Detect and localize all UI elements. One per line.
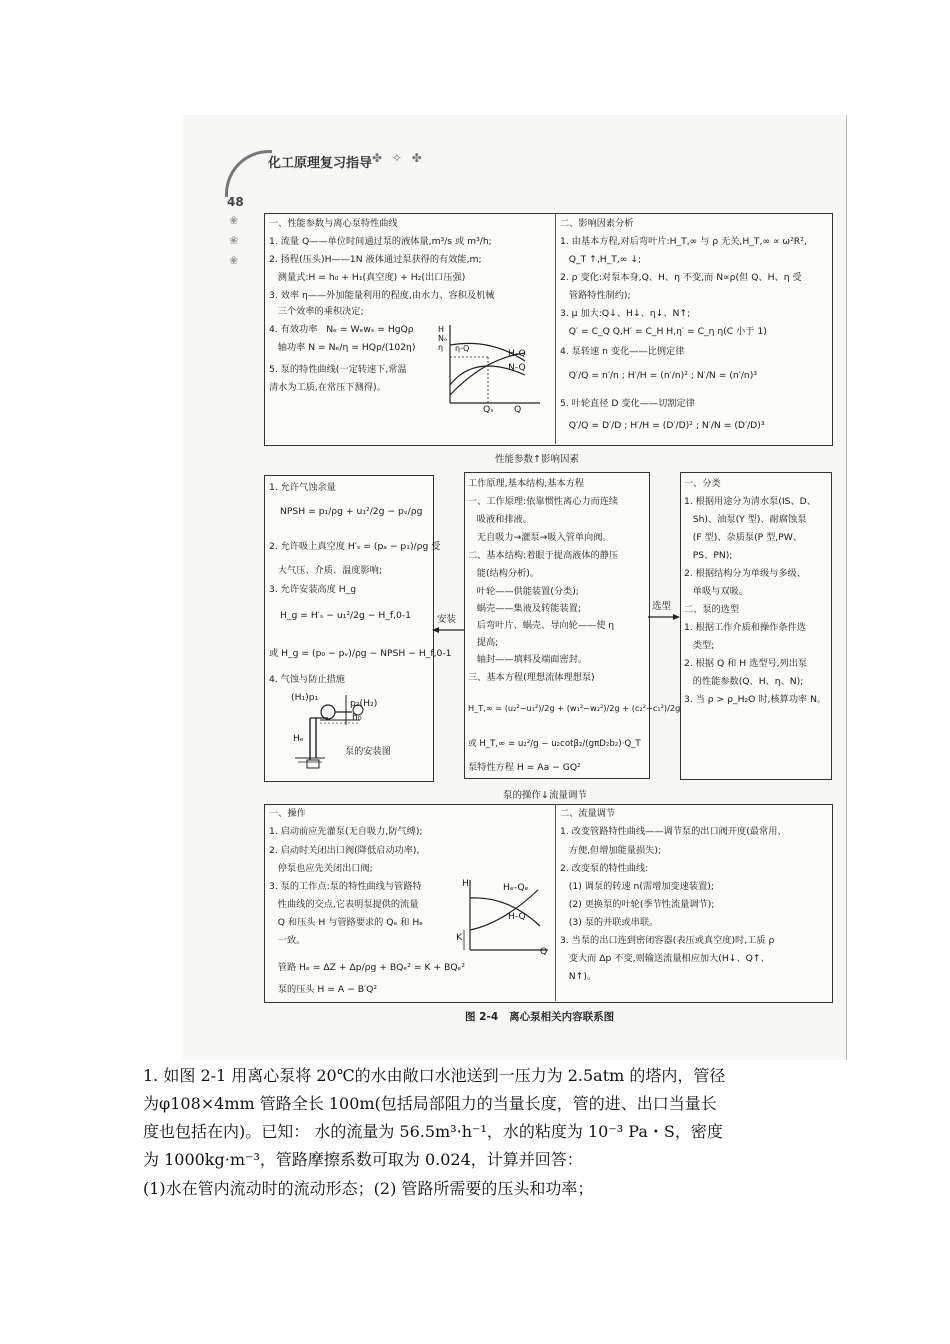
perf-line: 轴功率 N = Nₑ/η = HQρ/(102η) bbox=[269, 342, 416, 353]
header-ornament: ✤ ✧ ✤ bbox=[372, 151, 425, 165]
operate-line: 管路 Hₑ = ΔZ + Δp/ρg + BQₑ² = K + BQₑ² bbox=[269, 962, 466, 973]
install-h0-label: h₀ bbox=[352, 712, 362, 723]
page-number: 48 bbox=[227, 195, 244, 209]
regulate-line: (3) 泵的并联或串联。 bbox=[560, 917, 659, 928]
perf-line: 2. 扬程(压头)H——1N 液体通过泵获得的有效能,m; bbox=[269, 254, 482, 265]
principle-line: 叶轮——供能装置(分类); bbox=[468, 586, 579, 597]
classify-line: 3. 当 ρ > ρ_H₂O 时,核算功率 N。 bbox=[684, 694, 827, 705]
regulate-line: (1) 调泵的转速 n(需增加变速装置); bbox=[560, 881, 714, 892]
install-h1-label: (H₁)p₁ bbox=[291, 692, 319, 703]
influence-line: Q_T ↑,H_T,∞ ↓; bbox=[560, 254, 642, 265]
regulate-line: N↑)。 bbox=[560, 971, 597, 982]
install-diagram-caption: 泵的安装图 bbox=[345, 746, 391, 757]
classify-line: Sh)、油泵(Y 型)、耐腐蚀泵 bbox=[684, 514, 807, 525]
influence-line: 2. ρ 变化:对泵本身,Q、H、η 不变,而 N∝ρ(但 Q、H、η 受 bbox=[560, 272, 802, 283]
regulate-line: 变大而 Δp 不变,则输送流量相应加大(H↓、Q↑、 bbox=[560, 953, 770, 964]
operate-line: 3. 泵的工作点:泵的特性曲线与管路特 bbox=[269, 881, 422, 892]
side-ornament: ❀ bbox=[229, 234, 239, 247]
influence-line: 4. 泵转速 n 变化——比例定律 bbox=[560, 346, 685, 357]
op-graph-y-label: H bbox=[462, 878, 469, 889]
arrow-install-label: 安装 bbox=[437, 614, 457, 625]
operate-line: 一致。 bbox=[269, 935, 306, 946]
operate-line: 停泵也应先关闭出口阀; bbox=[269, 863, 373, 874]
problem-line-3: 度也包括在内)。已知： 水的流量为 56.5m³·h⁻¹，水的粘度为 10⁻³ Pa・S，密度 bbox=[143, 1122, 723, 1141]
install-hg-label: Hₑ bbox=[293, 733, 304, 744]
classify-line: 单吸与双吸。 bbox=[684, 586, 748, 597]
principle-line: 一、工作原理:依靠惯性离心力而连续 bbox=[468, 496, 619, 507]
influence-line: Q′/Q = D′/D ; H′/H = (D′/D)² ; N′/N = (D′/D)³ bbox=[560, 420, 765, 431]
influence-line: 3. μ 加大:Q↓、H↓、η↓、N↑; bbox=[560, 308, 691, 319]
problem-line-1: 1. 如图 2-1 用离心泵将 20℃的水由敞口水池送到一压力为 2.5atm 的塔内，管径 bbox=[143, 1066, 726, 1085]
operate-line: 性曲线的交点,它表明泵提供的流量 bbox=[269, 899, 419, 910]
principle-line: 提高; bbox=[468, 637, 499, 648]
perf-line: 三个效率的乘积决定; bbox=[269, 306, 364, 317]
classify-line: PS、PN); bbox=[684, 550, 733, 561]
operate-line: 一、操作 bbox=[269, 808, 306, 819]
influence-line: 1. 由基本方程,对后弯叶片:H_T,∞ 与 ρ 无关,H_T,∞ ∝ ω²R², bbox=[560, 236, 807, 247]
problem-line-2: 为φ108×4mm 管路全长 100m(包括局部阻力的当量长度，管的进、出口当量长 bbox=[143, 1094, 717, 1113]
install-line: 4. 气蚀与防止措施 bbox=[269, 674, 345, 685]
op-graph-k: K bbox=[456, 932, 463, 943]
influence-line: Q′/Q = n′/n ; H′/H = (n′/n)² ; N′/N = (n′/n)³ bbox=[560, 370, 758, 381]
principle-line: 轴封——填料及端面密封。 bbox=[468, 654, 588, 665]
install-line: 1. 允许气蚀余量 bbox=[269, 482, 336, 493]
principle-line: 能(结构分析)。 bbox=[468, 568, 540, 579]
caption-middle: 泵的操作↓流量调节 bbox=[503, 790, 587, 801]
principle-line: H_T,∞ = (u₂²−u₁²)/2g + (w₁²−w₂²)/2g + (c₂²−c₁²)/2g bbox=[468, 703, 681, 713]
figure-caption: 图 2-4 离心泵相关内容联系图 bbox=[465, 1011, 615, 1023]
classify-line: 1. 根据工作介质和操作条件选 bbox=[684, 622, 806, 633]
classify-line: 2. 根据结构分为单级与多级、 bbox=[684, 568, 806, 579]
install-line: 2. 允许吸上真空度 H′ₛ = (pₐ − p₁)/ρg 受 bbox=[269, 541, 441, 552]
op-curve-pump: H-Q bbox=[508, 911, 526, 922]
install-line: 大气压、介质、温度影响; bbox=[269, 565, 382, 576]
operate-line: 2. 启动时关闭出口阀(降低启动功率), bbox=[269, 845, 420, 856]
divider bbox=[555, 804, 556, 1001]
regulate-line: (2) 更换泵的叶轮(季节性流量调节); bbox=[560, 899, 715, 910]
install-h2-label: p₂(H₂) bbox=[350, 698, 378, 709]
curve-label-nq: N-Q bbox=[508, 362, 526, 373]
install-line: 3. 允许安装高度 H_g bbox=[269, 584, 357, 595]
principle-line: 吸液和排液。 bbox=[468, 514, 532, 525]
influence-line: 5. 叶轮直径 D 变化——切割定律 bbox=[560, 398, 695, 409]
caption-perf: 性能参数↑影响因素 bbox=[495, 454, 579, 465]
principle-line: 无自吸力→灌泵→吸入管单向阀。 bbox=[468, 532, 612, 543]
principle-line: 或 H_T,∞ = u₂²/g − u₂cotβ₂/(gπD₂b₂)·Q_T bbox=[468, 739, 641, 749]
perf-line: 清水为工质,在常压下测得)。 bbox=[269, 382, 386, 393]
op-graph-x-label: Q bbox=[540, 946, 548, 957]
install-line: H_g = H′ₛ − u₁²/2g − H_f,0-1 bbox=[280, 610, 411, 621]
book-title: 化工原理复习指导 bbox=[268, 156, 373, 171]
arrow-select bbox=[648, 612, 680, 622]
curve-label-hq: H-Q bbox=[508, 348, 526, 359]
regulate-line: 3. 当泵的出口连到密闭容器(表压或真空度)时,工质 ρ bbox=[560, 935, 775, 946]
classify-line: 类型; bbox=[684, 640, 715, 651]
side-ornament: ❀ bbox=[229, 254, 239, 267]
install-line: 或 H_g = (p₀ − pᵥ)/ρg − NPSH − H_f,0-1 bbox=[269, 648, 452, 659]
principle-line: 二、基本结构:着眼于提高液体的静压 bbox=[468, 550, 619, 561]
perf-line: 5. 泵的特性曲线(一定转速下,常温 bbox=[269, 364, 407, 375]
perf-line: 1. 流量 Q——单位时间通过泵的液体量,m³/s 或 m³/h; bbox=[269, 236, 492, 247]
install-line: NPSH = p₁/ρg + u₁²/2g − pᵥ/ρg bbox=[280, 506, 423, 517]
classify-line: 2. 根据 Q 和 H 选型号,列出泵 bbox=[684, 658, 808, 669]
side-ornament: ❀ bbox=[229, 214, 239, 227]
classify-line: 一、分类 bbox=[684, 478, 721, 489]
classify-line: 的性能参数(Q、H、η、N); bbox=[684, 676, 804, 687]
influence-line: 二、影响因素分析 bbox=[560, 218, 634, 229]
principle-line: 泵特性方程 H = Aa − GQ² bbox=[468, 762, 581, 773]
regulate-line: 二、流量调节 bbox=[560, 808, 616, 819]
classify-line: (F 型)、杂质泵(P 型,PW、 bbox=[684, 532, 803, 543]
regulate-line: 方便,但增加能量损失); bbox=[560, 845, 662, 856]
problem-line-4: 为 1000kg·m⁻³，管路摩擦系数可取为 0.024，计算并回答： bbox=[143, 1150, 583, 1169]
problem-line-5: (1)水在管内流动时的流动形态；(2) 管路所需要的压头和功率； bbox=[143, 1179, 594, 1198]
influence-line: 管路特性制约); bbox=[560, 290, 631, 301]
arrow-select-label: 选型 bbox=[652, 601, 672, 612]
regulate-line: 1. 改变管路特性曲线——调节泵的出口阀开度(最常用、 bbox=[560, 826, 787, 837]
perf-line: 测量式:H = h₀ + H₁(真空度) + H₂(出口压强) bbox=[269, 272, 466, 283]
arrow-install bbox=[432, 625, 464, 635]
perf-line: 一、性能参数与离心泵特性曲线 bbox=[269, 218, 398, 229]
graph-x-label: Q bbox=[514, 404, 522, 415]
classify-line: 1. 根据用途分为清水泵(IS、D、 bbox=[684, 496, 816, 507]
perf-line: 3. 效率 η——外加能量利用的程度,由水力、容积及机械 bbox=[269, 290, 495, 301]
influence-line: Q′ = C_Q Q,H′ = C_H H,η′ = C_η η(C 小于 1) bbox=[560, 326, 767, 337]
principle-line: 后弯叶片、蜗壳、导向轮——使 η bbox=[468, 620, 615, 631]
operate-line: Q 和压头 H 与管路要求的 Qₑ 和 Hₑ bbox=[269, 917, 424, 928]
principle-line: 工作原理,基本结构,基本方程 bbox=[468, 478, 585, 489]
operate-line: 泵的压头 H = A − B′Q² bbox=[269, 984, 378, 995]
operate-line: 1. 启动前应先灌泵(无自吸力,防气缚); bbox=[269, 826, 423, 837]
principle-line: 蜗壳——集液及转能装置; bbox=[468, 603, 581, 614]
regulate-line: 2. 改变泵的特性曲线: bbox=[560, 863, 649, 874]
principle-line: 三、基本方程(理想流体理想泵) bbox=[468, 672, 595, 683]
classify-line: 二、泵的选型 bbox=[684, 604, 740, 615]
divider bbox=[555, 213, 556, 444]
graph-x-mark: Qₛ bbox=[483, 404, 494, 415]
op-curve-pipe: Hₑ-Qₑ bbox=[503, 882, 529, 893]
perf-line: 4. 有效功率 Nₑ = Wₑwₛ = HgQρ bbox=[269, 324, 414, 335]
curve-label-etaq: η-Q bbox=[455, 344, 470, 353]
graph-y-label: H Nₑ η bbox=[438, 325, 448, 352]
